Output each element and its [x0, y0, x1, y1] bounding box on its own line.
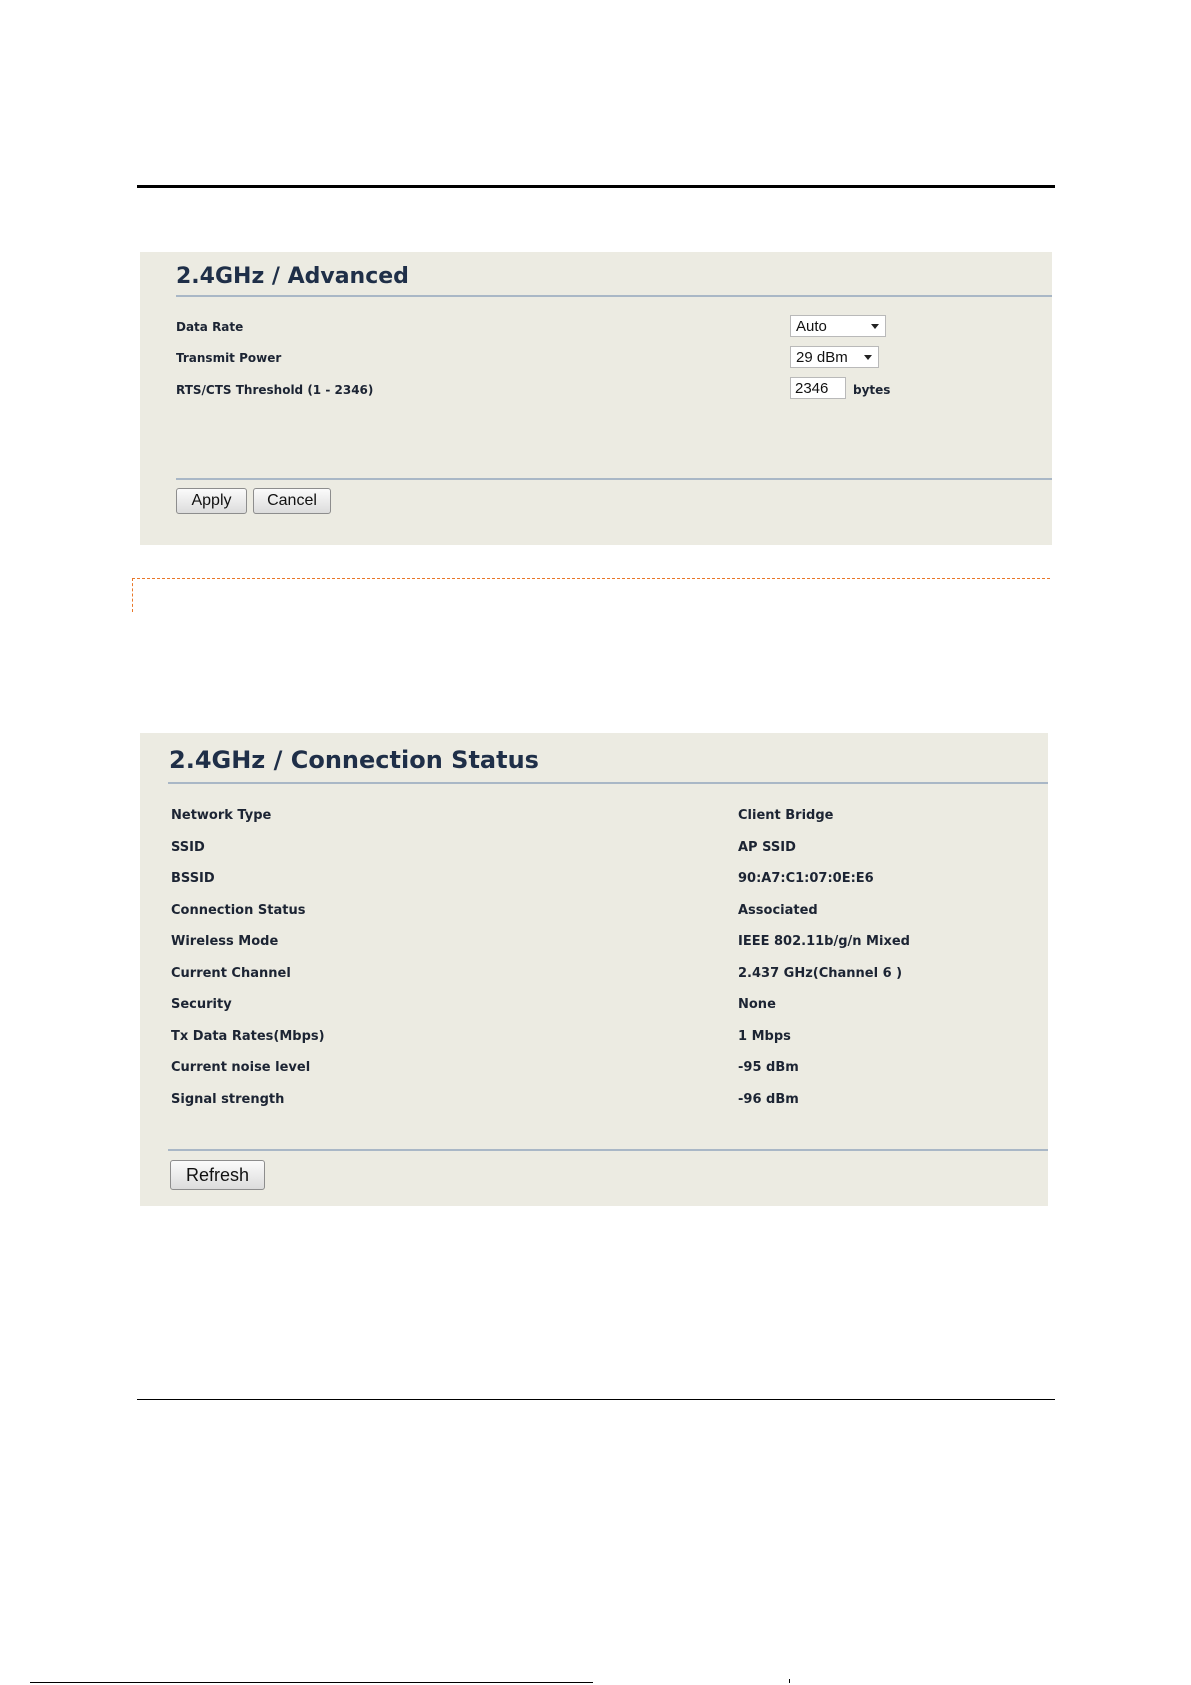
- transmit-power-select[interactable]: [790, 346, 879, 368]
- status-row-value: -95 dBm: [738, 1060, 799, 1075]
- status-row-label: Tx Data Rates(Mbps): [171, 1029, 325, 1044]
- rts-cts-threshold-input[interactable]: [790, 377, 846, 399]
- footnote-rule: [30, 1682, 593, 1683]
- status-row-value: Associated: [738, 903, 818, 918]
- status-row-value: IEEE 802.11b/g/n Mixed: [738, 934, 910, 949]
- status-row-label: Current Channel: [171, 966, 291, 981]
- connection-status-panel: [140, 733, 1048, 1206]
- title-divider: [176, 295, 1052, 297]
- transmit-power-label: Transmit Power: [176, 351, 282, 365]
- status-row-label: Wireless Mode: [171, 934, 279, 949]
- cancel-button[interactable]: Cancel: [253, 488, 331, 514]
- status-row-value: None: [738, 997, 776, 1012]
- data-rate-select[interactable]: [790, 315, 886, 337]
- transmit-power-value: 29 dBm: [796, 349, 848, 366]
- form-footer-divider: [176, 478, 1052, 480]
- advanced-settings-panel: [140, 252, 1052, 545]
- status-row-label: Security: [171, 997, 232, 1012]
- section-divider: [132, 578, 1050, 579]
- status-row-value: AP SSID: [738, 840, 796, 855]
- status-row-label: SSID: [171, 840, 205, 855]
- status-footer-divider: [168, 1149, 1048, 1151]
- rts-cts-unit: bytes: [853, 383, 891, 397]
- status-row-label: Signal strength: [171, 1092, 285, 1107]
- refresh-button[interactable]: Refresh: [170, 1160, 265, 1190]
- section-divider-edge: [132, 578, 133, 612]
- status-row-value: 1 Mbps: [738, 1029, 791, 1044]
- status-row-label: Network Type: [171, 808, 272, 823]
- status-row-value: 2.437 GHz(Channel 6 ): [738, 966, 903, 981]
- advanced-panel-title: 2.4GHz / Advanced: [176, 264, 409, 289]
- status-row-value: -96 dBm: [738, 1092, 799, 1107]
- status-row-value: 90:A7:C1:07:0E:E6: [738, 871, 874, 886]
- data-rate-value: Auto: [796, 318, 827, 335]
- footnote-mark: [789, 1679, 790, 1683]
- rts-cts-threshold-label: RTS/CTS Threshold (1 - 2346): [176, 383, 374, 397]
- status-row-value: Client Bridge: [738, 808, 834, 823]
- apply-button[interactable]: Apply: [176, 488, 247, 514]
- chevron-down-icon: [871, 324, 879, 329]
- data-rate-label: Data Rate: [176, 320, 244, 334]
- page-header-rule: [137, 185, 1055, 188]
- status-row-label: Connection Status: [171, 903, 306, 918]
- title-divider: [168, 782, 1048, 784]
- status-row-label: BSSID: [171, 871, 215, 886]
- page-footer-rule: [137, 1399, 1055, 1400]
- chevron-down-icon: [864, 355, 872, 360]
- status-row-label: Current noise level: [171, 1060, 311, 1075]
- status-panel-title: 2.4GHz / Connection Status: [169, 746, 539, 774]
